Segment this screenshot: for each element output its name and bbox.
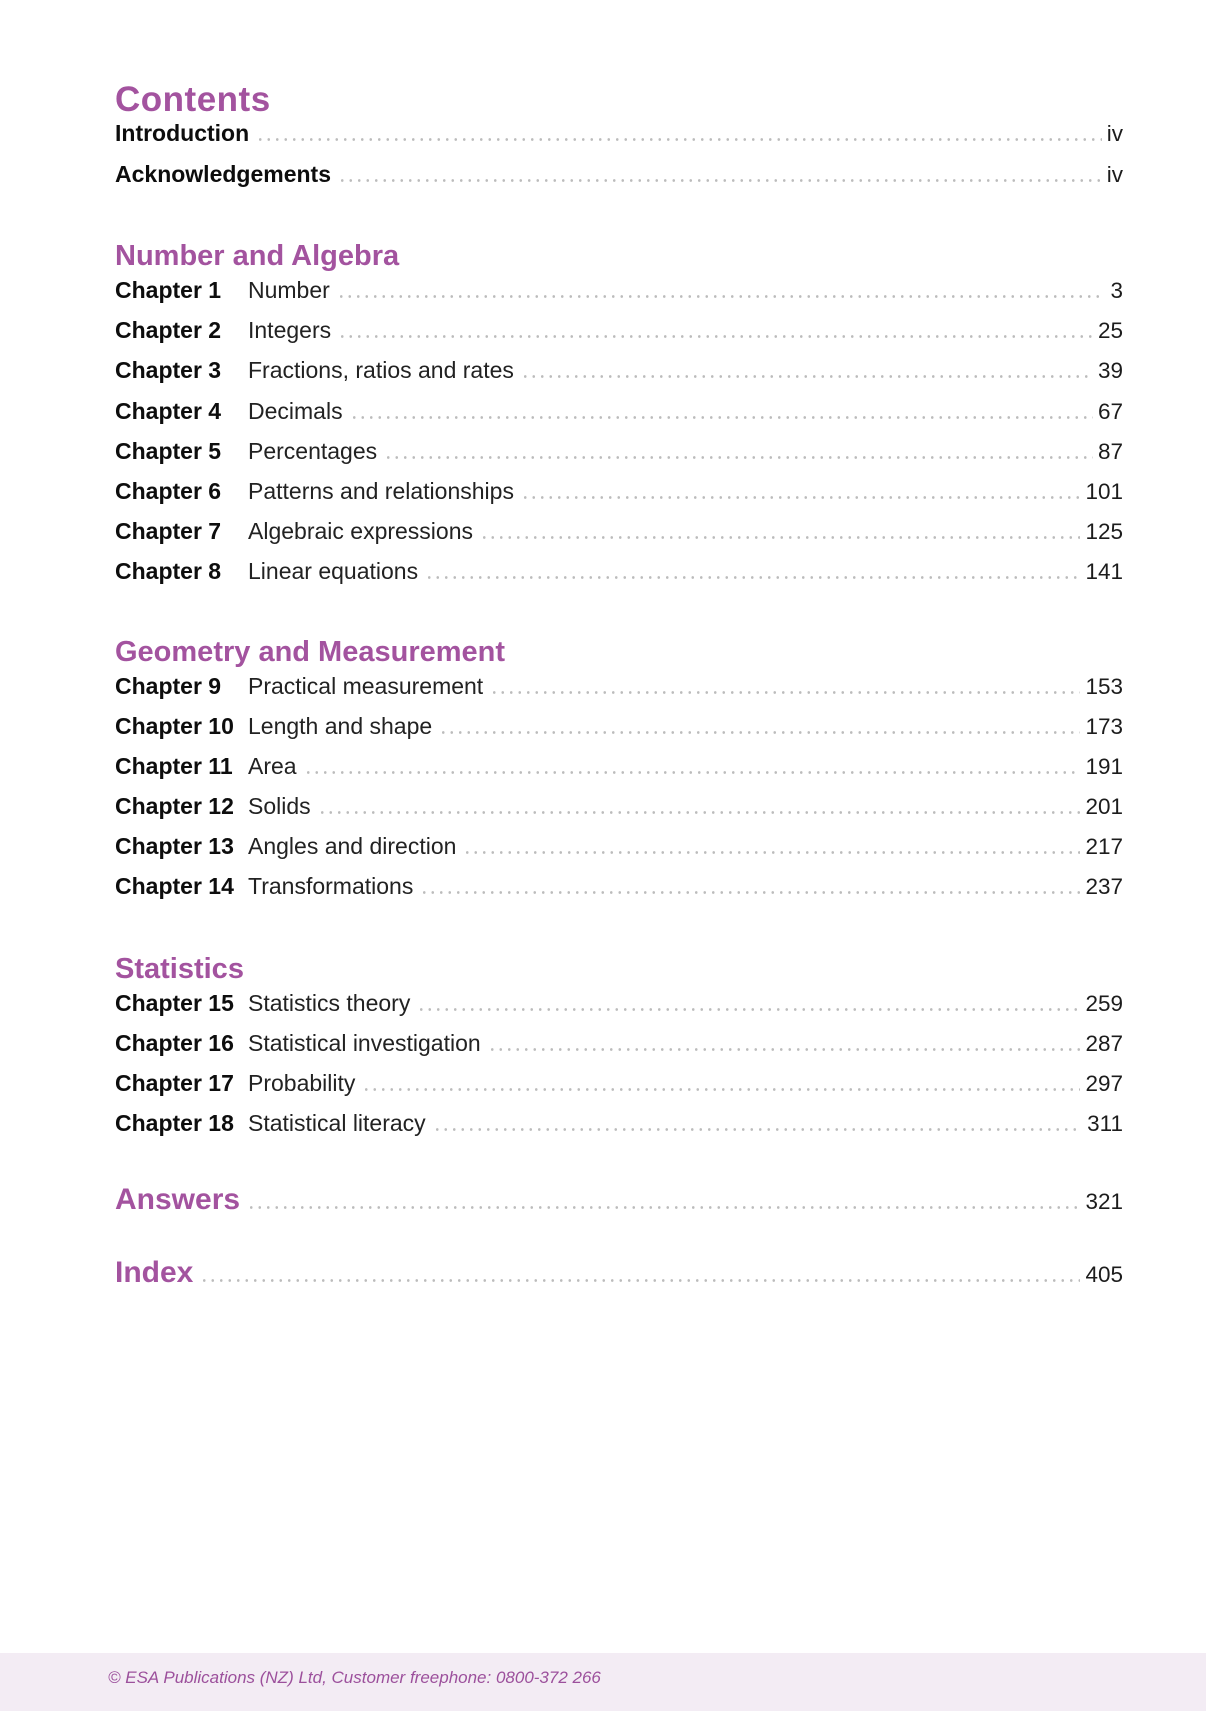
- dot-leader: [362, 1088, 1080, 1091]
- chapter-title: Linear equations: [248, 558, 419, 585]
- dot-leader: [417, 1008, 1080, 1011]
- chapter-title: Probability: [248, 1070, 356, 1096]
- toc-row-answers: [115, 1183, 1123, 1227]
- toc-page-number: 259: [1085, 990, 1123, 1016]
- chapter-title: Decimals: [248, 397, 343, 424]
- dot-leader: [488, 1048, 1081, 1051]
- chapter-title: Statistical investigation: [248, 1029, 481, 1056]
- dot-leader: [337, 295, 1106, 298]
- toc-row-chapter-14: [115, 873, 1123, 913]
- chapter-label: Chapter 15: [115, 989, 234, 1016]
- answers-label: Answers: [115, 1183, 241, 1217]
- toc-row-chapter-3: [115, 357, 1123, 397]
- toc-page-number: 141: [1085, 559, 1123, 585]
- dot-leader: [425, 576, 1080, 579]
- toc-page-number: 125: [1085, 519, 1123, 545]
- toc-label: Acknowledgements: [115, 161, 331, 187]
- chapter-label: Chapter 16: [115, 1029, 234, 1056]
- toc-page-number: 153: [1085, 673, 1123, 699]
- toc-page-number: 297: [1085, 1071, 1123, 1096]
- toc-page-number: 237: [1085, 874, 1123, 900]
- toc-row-acknowledgements: [115, 161, 1123, 202]
- chapter-label: Chapter 1: [115, 277, 222, 303]
- toc-row-chapter-2: [115, 317, 1123, 357]
- dot-leader: [463, 851, 1080, 854]
- page-title: Contents: [115, 80, 271, 119]
- dot-leader: [480, 536, 1080, 539]
- toc-row-chapter-8: [115, 558, 1123, 598]
- toc-page-number: 191: [1085, 753, 1123, 779]
- dot-leader: [490, 691, 1080, 694]
- section-title-statistics: Statistics: [115, 952, 244, 985]
- toc-row-index: [115, 1256, 1123, 1300]
- chapter-label: Chapter 17: [115, 1070, 234, 1096]
- chapter-title: Practical measurement: [248, 672, 484, 699]
- chapter-title: Solids: [248, 793, 311, 820]
- toc-page-number: 173: [1085, 713, 1123, 739]
- toc-row-chapter-5: [115, 438, 1123, 478]
- toc-row-chapter-6: [115, 478, 1123, 518]
- toc-row-chapter-13: [115, 833, 1123, 873]
- chapter-label: Chapter 6: [115, 477, 222, 504]
- toc-page-number: 287: [1085, 1030, 1123, 1056]
- dot-leader: [304, 771, 1081, 774]
- toc-page-number: 3: [1110, 278, 1123, 303]
- section-statistics: [115, 990, 1123, 1151]
- chapter-label: Chapter 9: [115, 672, 222, 699]
- chapter-title: Percentages: [248, 437, 378, 464]
- toc-page-number: iv: [1106, 162, 1123, 187]
- toc-page-number: 405: [1085, 1262, 1123, 1288]
- contents-body: [115, 0, 1123, 1300]
- chapter-label: Chapter 5: [115, 437, 222, 464]
- dot-leader: [338, 335, 1093, 338]
- toc-row-chapter-17: [115, 1070, 1123, 1110]
- publisher-copyright: © ESA Publications (NZ) Ltd, Customer freephone: 0800-372 266: [108, 1668, 601, 1687]
- dot-leader: [256, 138, 1102, 141]
- chapter-label: Chapter 3: [115, 357, 222, 384]
- chapter-title: Statistics theory: [248, 989, 411, 1016]
- chapter-label: Chapter 4: [115, 397, 222, 424]
- toc-page-number: 217: [1085, 834, 1123, 860]
- toc-page-number: 101: [1085, 478, 1123, 504]
- chapter-label: Chapter 11: [115, 752, 233, 779]
- section-title-geometry-and-measurement: Geometry and Measurement: [115, 635, 506, 668]
- dot-leader: [247, 1206, 1080, 1209]
- section-title-number-and-algebra: Number and Algebra: [115, 240, 400, 272]
- dot-leader: [200, 1279, 1080, 1282]
- chapter-title: Transformations: [248, 873, 414, 900]
- toc-page-number: 25: [1097, 318, 1123, 344]
- dot-leader: [521, 375, 1093, 378]
- chapter-label: Chapter 10: [115, 712, 234, 739]
- toc-row-chapter-4: [115, 398, 1123, 438]
- toc-page-number: 311: [1087, 1111, 1123, 1137]
- toc-row-chapter-12: [115, 793, 1123, 833]
- dot-leader: [521, 496, 1081, 499]
- chapter-title: Angles and direction: [248, 833, 457, 860]
- chapter-title: Statistical literacy: [248, 1110, 426, 1137]
- dot-leader: [420, 891, 1080, 894]
- toc-row-chapter-10: [115, 713, 1123, 753]
- index-label: Index: [115, 1256, 194, 1290]
- dot-leader: [433, 1128, 1082, 1131]
- dot-leader: [439, 731, 1080, 734]
- toc-page-number: 67: [1097, 398, 1123, 424]
- dot-leader: [338, 179, 1102, 182]
- toc-row-chapter-18: [115, 1110, 1123, 1150]
- chapter-title: Patterns and relationships: [248, 477, 514, 504]
- toc-page-number: iv: [1106, 121, 1123, 146]
- toc-row-introduction: [115, 120, 1123, 161]
- dot-leader: [318, 811, 1081, 814]
- dot-leader: [350, 416, 1093, 419]
- toc-page-number: 87: [1097, 438, 1123, 464]
- toc-row-chapter-11: [115, 753, 1123, 793]
- toc-page-number: 39: [1097, 358, 1123, 384]
- toc-row-chapter-1: [115, 277, 1123, 317]
- toc-page-number: 321: [1085, 1189, 1123, 1215]
- toc-row-chapter-9: [115, 673, 1123, 713]
- chapter-label: Chapter 2: [115, 317, 222, 344]
- chapter-title: Fractions, ratios and rates: [248, 357, 514, 384]
- chapter-title: Length and shape: [248, 712, 433, 739]
- chapter-label: Chapter 12: [115, 793, 234, 820]
- chapter-label: Chapter 14: [115, 873, 234, 900]
- chapter-label: Chapter 7: [115, 518, 222, 545]
- chapter-title: Integers: [248, 317, 332, 344]
- toc-row-chapter-7: [115, 518, 1123, 558]
- chapter-title: Algebraic expressions: [248, 518, 474, 545]
- chapter-title: Number: [248, 277, 330, 303]
- chapter-title: Area: [248, 752, 297, 779]
- chapter-label: Chapter 13: [115, 833, 234, 860]
- section-number-and-algebra: [115, 277, 1123, 599]
- dot-leader: [384, 456, 1093, 459]
- section-geometry-and-measurement: [115, 673, 1123, 914]
- page-footer: [0, 1653, 1206, 1711]
- toc-page-number: 201: [1085, 794, 1123, 820]
- toc-label: Introduction: [115, 120, 250, 146]
- toc-row-chapter-16: [115, 1030, 1123, 1070]
- chapter-label: Chapter 18: [115, 1110, 234, 1137]
- chapter-label: Chapter 8: [115, 558, 222, 585]
- toc-row-chapter-15: [115, 990, 1123, 1030]
